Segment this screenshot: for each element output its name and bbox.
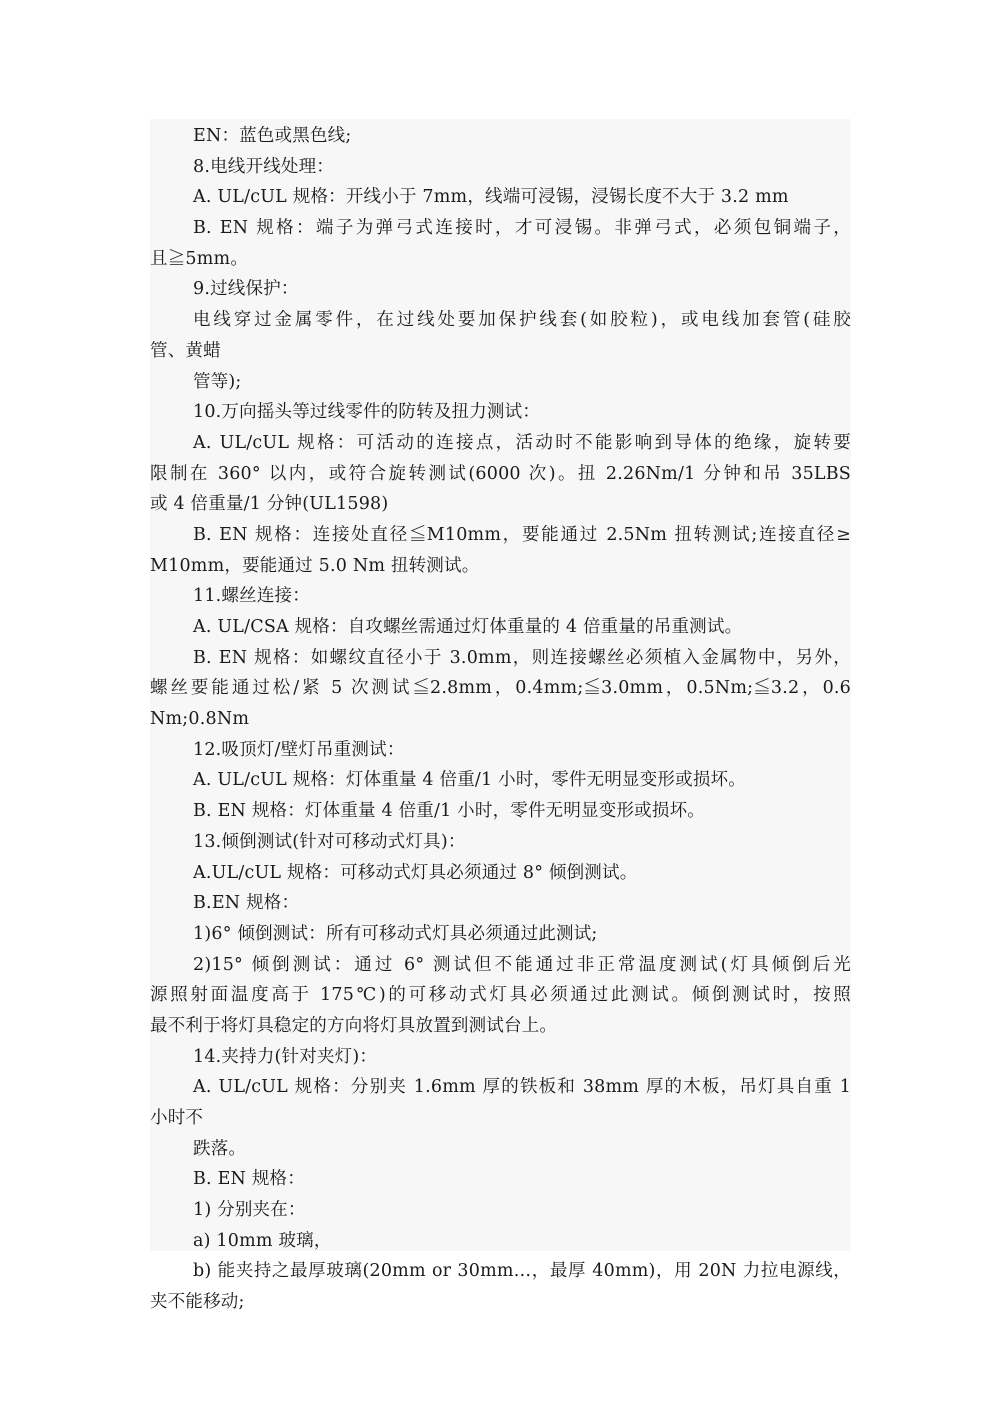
text-line: 12.吸顶灯/壁灯吊重测试： [193,739,405,760]
text-line: A.UL/cUL 规格：可移动式灯具必须通过 8° 倾倒测试。 [193,862,638,883]
text-line: 11.螺丝连接： [193,586,310,607]
text-line: B. EN 规格：灯体重量 4 倍重/1 小时，零件无明显变形或损坏。 [193,801,705,822]
text-line: A. UL/cUL 规格：可活动的连接点，活动时不能影响到导体的绝缘，旋转要 [193,432,851,453]
text-line: 8.电线开线处理： [193,156,334,177]
text-line: 夹不能移动; [150,1292,245,1313]
text-line: 限制在 360° 以内，或符合旋转测试(6000 次)。扭 2.26Nm/1 分钟和吊 35LBS [150,463,851,484]
text-line: B. EN 规格：如螺纹直径小于 3.0mm，则连接螺丝必须植入金属物中，另外， [193,647,851,668]
text-line: 小时不 [150,1108,204,1128]
text-line: 1) 分别夹在： [193,1200,306,1221]
text-line: 管等); [193,371,242,392]
text-line: B.EN 规格： [193,893,300,914]
text-line: 或 4 倍重量/1 分钟(UL1598) [150,494,389,515]
text-line: A. UL/CSA 规格：自攻螺丝需通过灯体重量的 4 倍重量的吊重测试。 [193,617,743,637]
text-line: Nm;0.8Nm [150,709,250,730]
text-line: b) 能夹持之最厚玻璃(20mm or 30mm…，最厚 40mm)，用 20N 力拉电源线， [193,1261,851,1282]
text-line: EN：蓝色或黑色线; [193,126,352,146]
text-line: 且≧5mm。 [150,248,249,269]
document-body [150,121,851,1318]
text-line: a) 10mm 玻璃， [193,1230,332,1251]
text-line: B. EN 规格：连接处直径≦M10mm，要能通过 2.5Nm 扭转测试;连接直径≥ [193,524,851,545]
text-line: A. UL/cUL 规格：分别夹 1.6mm 厚的铁板和 38mm 厚的木板，吊灯具自重 1 [193,1077,851,1098]
text-line: 螺丝要能通过松/紧 5 次测试≦2.8mm，0.4mm;≦3.0mm，0.5Nm;≦3.2，0.6 [150,678,851,699]
text-line: 2)15° 倾倒测试：通过 6° 测试但不能通过非正常温度测试(灯具倾倒后光 [193,954,851,975]
text-line: A. UL/cUL 规格：开线小于 7mm，线端可浸锡，浸锡长度不大于 3.2 mm [193,187,789,208]
text-line: 1)6° 倾倒测试：所有可移动式灯具必须通过此测试; [193,923,598,944]
text-line: 源照射面温度高于 175℃)的可移动式灯具必须通过此测试。倾倒测试时，按照 [150,985,851,1006]
text-line: 14.夹持力(针对夹灯)： [193,1046,378,1067]
text-line: M10mm，要能通过 5.0 Nm 扭转测试。 [150,555,480,576]
text-line: 13.倾倒测试(针对可移动式灯具)： [193,831,466,852]
text-line: 最不利于将灯具稳定的方向将灯具放置到测试台上。 [150,1015,558,1036]
text-line: 跌落。 [193,1138,247,1159]
text-line: B. EN 规格：端子为弹弓式连接时，才可浸锡。非弹弓式，必须包铜端子， [193,218,851,239]
text-line: 电线穿过金属零件，在过线处要加保护线套(如胶粒)，或电线加套管(硅胶 [193,310,851,331]
text-line: B. EN 规格： [193,1169,305,1190]
text-line: 9.过线保护： [193,279,299,300]
text-line: 10.万向摇头等过线零件的防转及扭力测试： [193,402,541,423]
text-line: 管、黄蜡 [150,340,221,361]
text-line: A. UL/cUL 规格：灯体重量 4 倍重/1 小时，零件无明显变形或损坏。 [193,770,746,791]
